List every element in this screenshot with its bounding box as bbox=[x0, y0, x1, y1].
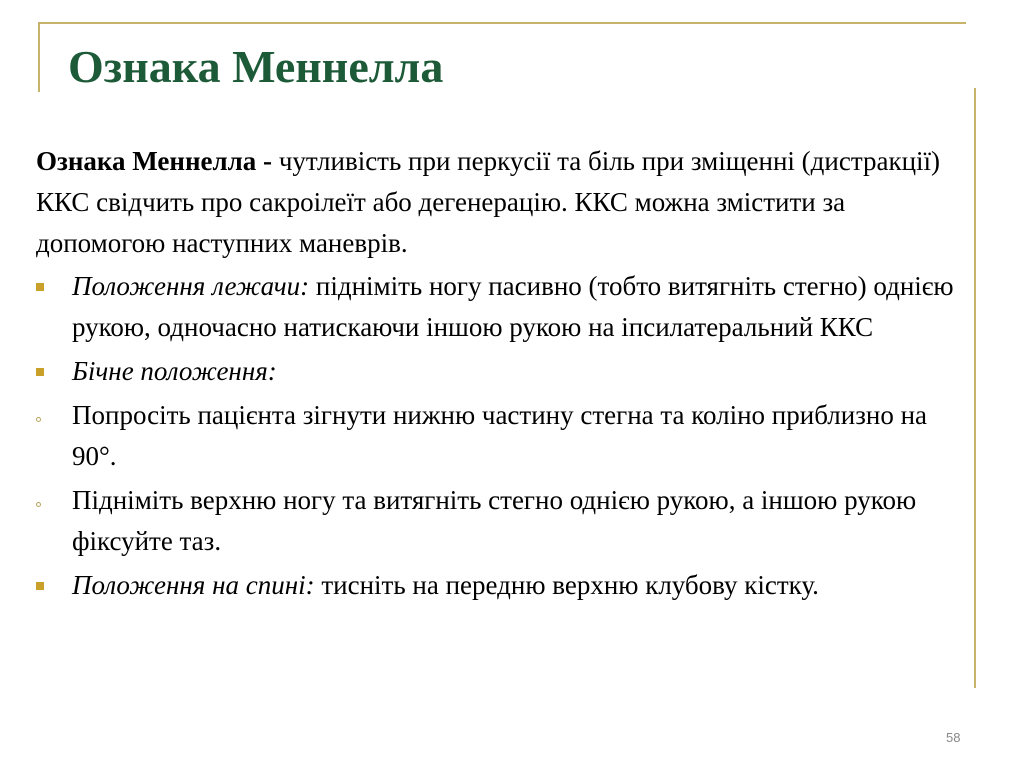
item-text: тисніть на передню верхню клубову кістку. bbox=[314, 570, 819, 600]
square-bullet-icon bbox=[36, 368, 44, 376]
list-item bbox=[36, 565, 971, 606]
list-item bbox=[36, 351, 971, 392]
item-text: підніміть ногу пасивно (тобто витягніть стегно) однією рукою, одночасно натискаючи іншою рукою на іпсилатеральний ККС bbox=[72, 271, 954, 342]
list-item bbox=[36, 266, 971, 348]
item-text: Підніміть верхню ногу та витягніть стегно однією рукою, а іншою рукою фіксуйте таз. bbox=[72, 485, 917, 556]
page-number: 58 bbox=[946, 730, 961, 745]
list-item bbox=[36, 480, 971, 562]
bullet-list bbox=[36, 266, 971, 606]
frame-right-line bbox=[974, 88, 976, 688]
item-label: Положення на спині: bbox=[72, 570, 315, 600]
circle-bullet-icon bbox=[36, 417, 41, 422]
frame-top-line bbox=[38, 22, 966, 24]
frame-left-line bbox=[38, 22, 40, 92]
list-item bbox=[36, 395, 971, 477]
intro-paragraph bbox=[36, 141, 971, 264]
intro-text: чутливість при перкусії та біль при зміщенні (дистракції) ККС свідчить про сакроілеїт або дегенерацію. ККС можна змістити за допомогою наступних маневрів. bbox=[36, 146, 941, 258]
square-bullet-icon bbox=[36, 582, 44, 590]
item-label: Положення лежачи: bbox=[72, 271, 310, 301]
item-label: Бічне положення: bbox=[72, 356, 277, 386]
square-bullet-icon bbox=[36, 283, 44, 291]
intro-term: Ознака Меннелла - bbox=[36, 146, 273, 176]
slide-content bbox=[36, 141, 971, 609]
circle-bullet-icon bbox=[36, 502, 41, 507]
slide-title: Ознака Меннелла bbox=[68, 41, 444, 92]
item-text: Попросіть пацієнта зігнути нижню частину стегна та коліно приблизно на 90°. bbox=[72, 400, 927, 471]
